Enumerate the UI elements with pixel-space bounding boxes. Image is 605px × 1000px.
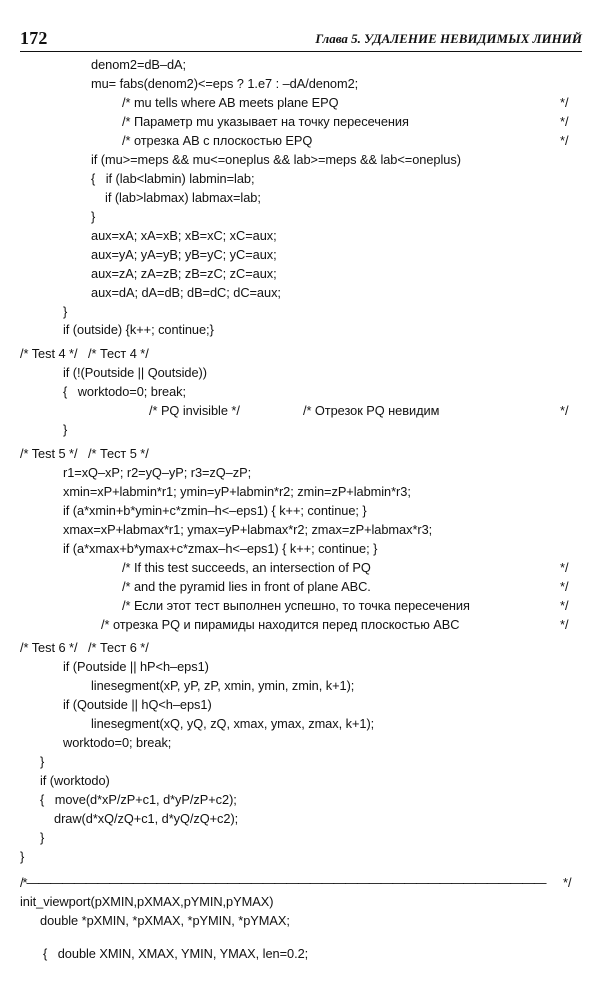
- code-comment: /* mu tells where AB meets plane EPQ: [122, 95, 339, 110]
- code-comment: /* If this test succeeds, an intersection of PQ: [122, 560, 371, 575]
- comment-end: */: [560, 560, 569, 575]
- code-line: if (Qoutside || hQ<h–eps1): [63, 697, 212, 712]
- comment-end: */: [560, 598, 569, 613]
- code-line: { if (lab<labmin) labmin=lab;: [91, 171, 255, 186]
- page-header: [20, 28, 582, 50]
- code-line: { double XMIN, XMAX, YMIN, YMAX, len=0.2;: [43, 946, 309, 961]
- function-signature: init_viewport(pXMIN,pXMAX,pYMIN,pYMAX): [20, 894, 274, 909]
- comment-end: */: [560, 95, 569, 110]
- comment-end: */: [560, 579, 569, 594]
- code-line: if (worktodo): [40, 773, 110, 788]
- code-line: linesegment(xP, yP, zP, xmin, ymin, zmin, k+1);: [91, 678, 355, 693]
- code-line: xmin=xP+labmin*r1; ymin=yP+labmin*r2; zmin=zP+labmin*r3;: [63, 484, 411, 499]
- code-line: aux=zA; zA=zB; zB=zC; zC=aux;: [91, 266, 277, 281]
- code-comment: /* PQ invisible */ /* Отрезок PQ невидим: [149, 403, 440, 418]
- code-line: { worktodo=0; break;: [63, 384, 187, 399]
- code-line: xmax=xP+labmax*r1; ymax=yP+labmax*r2; zmax=zP+labmax*r3;: [63, 522, 433, 537]
- comment-end: */: [560, 617, 569, 632]
- code-line: linesegment(xQ, yQ, zQ, xmax, ymax, zmax, k+1);: [91, 716, 375, 731]
- code-line: double *pXMIN, *pXMAX, *pYMIN, *pYMAX;: [40, 913, 290, 928]
- comment-end: */: [560, 133, 569, 148]
- code-comment: /* отрезка PQ и пирамиды находится перед плоскостью ABC: [101, 617, 460, 632]
- code-line: draw(d*xQ/zQ+c1, d*yQ/zQ+c2);: [40, 811, 239, 826]
- code-line: worktodo=0; break;: [63, 735, 172, 750]
- test-heading: /* Test 5 */ /* Тест 5 */: [20, 446, 149, 461]
- test-heading: /* Test 6 */ /* Тест 6 */: [20, 640, 149, 655]
- header-rule: [20, 51, 582, 52]
- test-heading: /* Test 4 */ /* Тест 4 */: [20, 346, 149, 361]
- code-comment: /* and the pyramid lies in front of plane ABC.: [122, 579, 371, 594]
- code-line: mu= fabs(denom2)<=eps ? 1.e7 : –dA/denom2;: [91, 76, 359, 91]
- code-line: if (Poutside || hP<h–eps1): [63, 659, 209, 674]
- separator-comment: /*————————————————————————————————————————————: [20, 875, 546, 890]
- code-line: if (outside) {k++; continue;}: [63, 322, 214, 337]
- code-line: aux=dA; dA=dB; dB=dC; dC=aux;: [91, 285, 281, 300]
- code-line: }: [40, 830, 45, 845]
- page-number: 172: [20, 28, 48, 48]
- code-line: aux=xA; xA=xB; xB=xC; xC=aux;: [91, 228, 277, 243]
- code-line: if (a*xmax+b*ymax+c*zmax–h<–eps1) { k++; continue; }: [63, 541, 378, 556]
- code-comment: /* Параметр mu указывает на точку пересечения: [122, 114, 409, 129]
- code-line: }: [20, 849, 25, 864]
- code-comment: /* отрезка AB с плоскостью EPQ: [122, 133, 313, 148]
- comment-end: */: [560, 114, 569, 129]
- code-line: { move(d*xP/zP+c1, d*yP/zP+c2);: [40, 792, 237, 807]
- code-line: }: [91, 209, 96, 224]
- code-line: if (!(Poutside || Qoutside)): [63, 365, 207, 380]
- code-line: r1=xQ–xP; r2=yQ–yP; r3=zQ–zP;: [63, 465, 252, 480]
- code-line: }: [63, 304, 68, 319]
- code-line: if (lab>labmax) labmax=lab;: [91, 190, 261, 205]
- running-head: Глава 5. УДАЛЕНИЕ НЕВИДИМЫХ ЛИНИЙ: [315, 31, 582, 46]
- code-line: }: [40, 754, 45, 769]
- code-line: denom2=dB–dA;: [91, 57, 187, 72]
- comment-end: */: [563, 875, 572, 890]
- code-line: aux=yA; yA=yB; yB=yC; yC=aux;: [91, 247, 277, 262]
- code-line: if (a*xmin+b*ymin+c*zmin–h<–eps1) { k++; continue; }: [63, 503, 367, 518]
- comment-end: */: [560, 403, 569, 418]
- code-comment: /* Если этот тест выполнен успешно, то точка пересечения: [122, 598, 470, 613]
- code-line: }: [63, 422, 68, 437]
- code-line: if (mu>=meps && mu<=oneplus && lab>=meps && lab<=oneplus): [91, 152, 461, 167]
